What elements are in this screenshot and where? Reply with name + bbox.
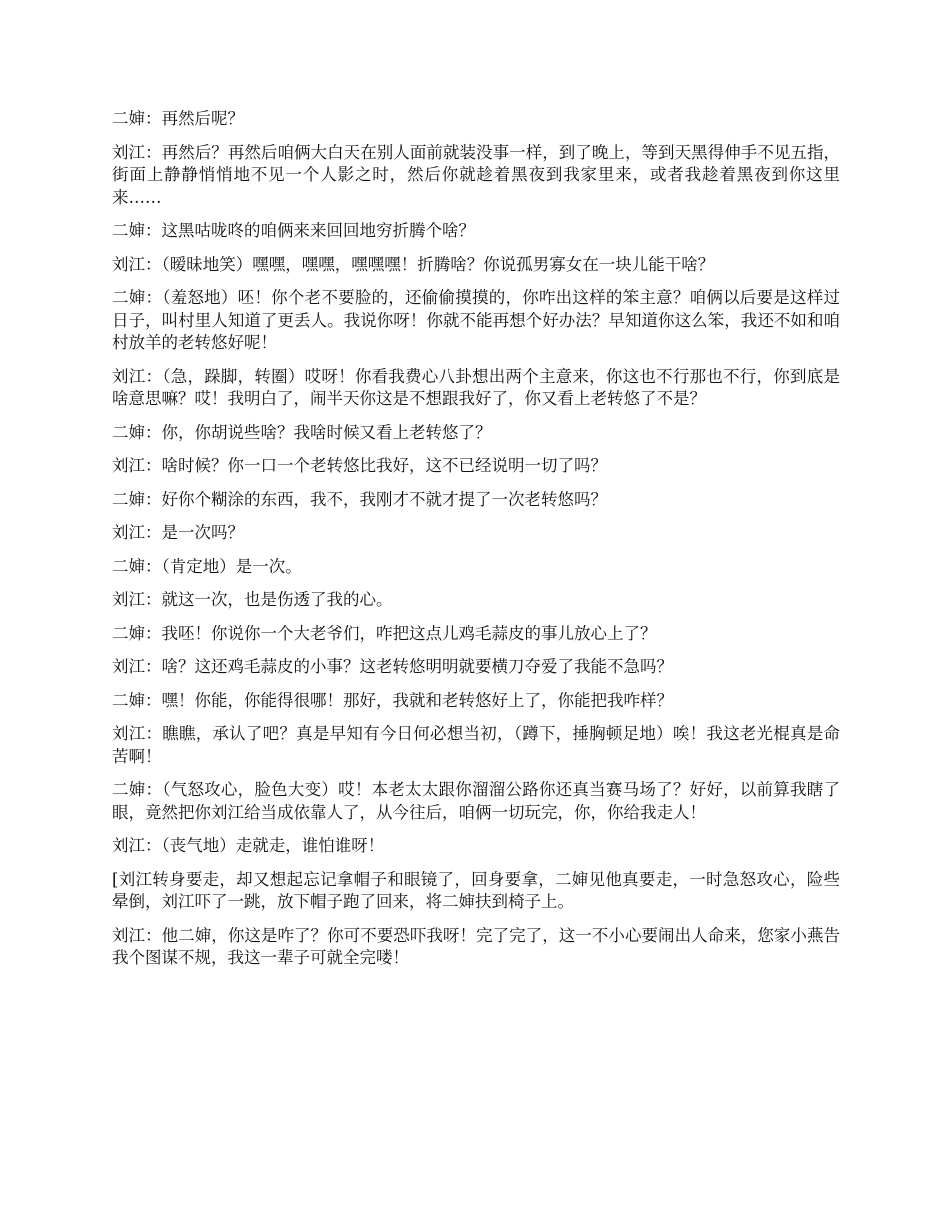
script-line: 二婶：你，你胡说些啥？我啥时候又看上老转悠了？ xyxy=(112,422,492,442)
script-line: 二婶：（气怒攻心，脸色大变）哎！本老太太跟你溜溜公路你还真当赛马场了？好好，以前算我瞎了眼，竟然把你刘江给当成依靠人了，从今往后，咱俩一切玩完，你，你给我走人！ xyxy=(112,780,840,822)
script-line: 刘江：（急，跺脚，转圈）哎呀！你看我费心八卦想出两个主意来，你这也不行那也不行，你到底是啥意思嘛？哎！我明白了，闹半天你这是不想跟我好了，你又看上老转悠了不是？ xyxy=(112,366,840,408)
script-line: 刘江：啥时候？你一口一个老转悠比我好，这不已经说明一切了吗？ xyxy=(112,456,607,475)
script-line: 刘江：他二婶，你这是咋了？你可不要恐吓我呀！完了完了，这一不小心要闹出人命来，您家小燕告我个图谋不规，我这一辈子可就全完喽！ xyxy=(112,925,840,967)
script-line: 二婶：（羞怒地）呸！你个老不要脸的，还偷偷摸摸的，你咋出这样的笨主意？咱俩以后要是这样过日子，叫村里人知道了更丢人。我说你呀！你就不能再想个好办法？早知道你这么笨，我还不如和咱村放羊的老转悠好呢！ xyxy=(112,288,840,352)
script-line: 刘江：瞧瞧，承认了吧？真是早知有今日何必想当初，（蹲下，捶胸顿足地）唉！我这老光棍真是命苦啊！ xyxy=(112,724,840,766)
script-line: 刘江：再然后？再然后咱俩大白天在别人面前就装没事一样，到了晚上，等到天黑得伸手不见五指，街面上静静悄悄地不见一个人影之时，然后你就趁着黑夜到我家里来，或者我趁着黑夜到你这里来…… xyxy=(112,142,840,207)
script-line: 二婶：（肯定地）是一次。 xyxy=(112,556,302,576)
stage-direction: [刘江转身要走，却又想起忘记拿帽子和眼镜了，回身要拿，二婶见他真要走，一时急怒攻心，险些晕倒，刘江吓了一跳，放下帽子跑了回来，将二婶扶到椅子上。 xyxy=(112,869,840,911)
script-line: 二婶：好你个糊涂的东西，我不，我刚才不就才提了一次老转悠吗？ xyxy=(112,489,607,509)
script-line: 二婶：这黑咕咙咚的咱俩来来回回地穷折腾个啥？ xyxy=(112,221,475,240)
script-line: 刘江：是一次吗？ xyxy=(112,523,244,542)
script-line: 二婶：再然后呢？ xyxy=(112,109,244,128)
script-line: 刘江：啥？这还鸡毛蒜皮的小事？这老转悠明明就要横刀夺爱了我能不急吗？ xyxy=(112,657,673,676)
script-line: 二婶：我呸！你说你一个大老爷们，咋把这点儿鸡毛蒜皮的事儿放心上了？ xyxy=(112,623,657,643)
script-line: 刘江：（暧昧地笑）嘿嘿，嘿嘿，嘿嘿嘿！折腾啥？你说孤男寡女在一块儿能干啥？ xyxy=(112,254,715,274)
script-line: 刘江：（丧气地）走就走，谁怕谁呀！ xyxy=(112,836,385,855)
script-line: 二婶：嘿！你能，你能得很哪！那好，我就和老转悠好上了，你能把我咋样？ xyxy=(112,690,673,710)
script-line: 刘江：就这一次，也是伤透了我的心。 xyxy=(112,590,393,609)
document-page xyxy=(112,108,840,981)
